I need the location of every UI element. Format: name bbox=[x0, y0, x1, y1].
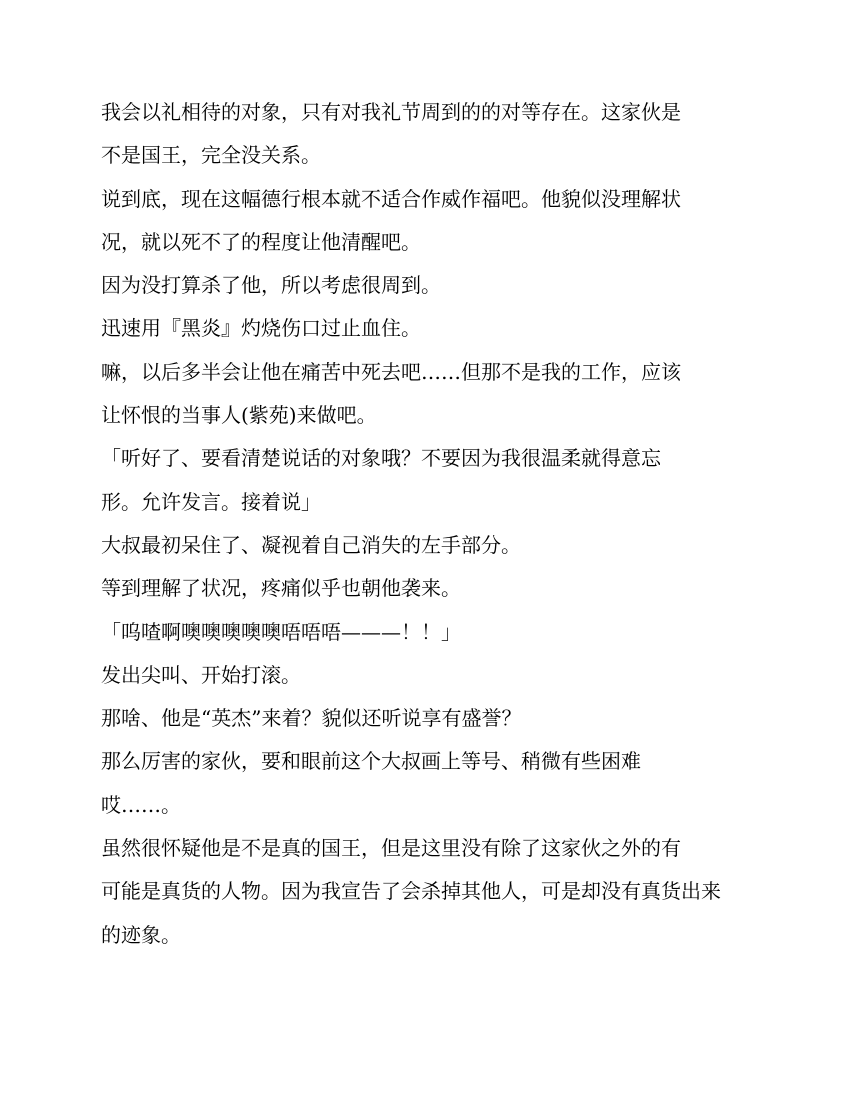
text-line: 嘛，以后多半会让他在痛苦中死去吧……但那不是我的工作，应该 bbox=[101, 359, 681, 384]
body-text bbox=[101, 92, 781, 958]
text-line: 哎……。 bbox=[101, 792, 181, 817]
text-line: 因为没打算杀了他，所以考虑很周到。 bbox=[101, 273, 441, 298]
text-line: 可能是真货的人物。因为我宣告了会杀掉其他人，可是却没有真货出来 bbox=[101, 879, 721, 904]
text-line: 说到底，现在这幅德行根本就不适合作威作福吧。他貌似没理解状 bbox=[101, 186, 681, 211]
text-line: 「听好了、要看清楚说话的对象哦？不要因为我很温柔就得意忘 bbox=[101, 446, 661, 471]
text-line: 「呜喳啊噢噢噢噢噢唔唔唔———！！」 bbox=[101, 619, 461, 644]
text-line: 让怀恨的当事人(紫苑)来做吧。 bbox=[101, 403, 377, 428]
text-line: 形。允许发言。接着说」 bbox=[101, 489, 321, 514]
text-line: 我会以礼相待的对象，只有对我礼节周到的的对等存在。这家伙是 bbox=[101, 100, 681, 124]
text-line: 大叔最初呆住了、凝视着自己消失的左手部分。 bbox=[101, 532, 521, 557]
text-line: 等到理解了状况，疼痛似乎也朝他袭来。 bbox=[101, 576, 461, 601]
text-line: 虽然很怀疑他是不是真的国王，但是这里没有除了这家伙之外的有 bbox=[101, 836, 681, 861]
text-line: 迅速用『黑炎』灼烧伤口过止血住。 bbox=[101, 316, 421, 341]
text-line: 那啥、他是“英杰”来着？貌似还听说享有盛誉？ bbox=[101, 706, 522, 731]
text-line: 发出尖叫、开始打滚。 bbox=[101, 662, 301, 687]
text-line: 不是国王，完全没关系。 bbox=[101, 143, 321, 168]
text-line: 的迹象。 bbox=[101, 922, 181, 947]
text-line: 那么厉害的家伙，要和眼前这个大叔画上等号、稍微有些困难 bbox=[101, 749, 641, 774]
text-line: 况，就以死不了的程度让他清醒吧。 bbox=[101, 229, 421, 254]
